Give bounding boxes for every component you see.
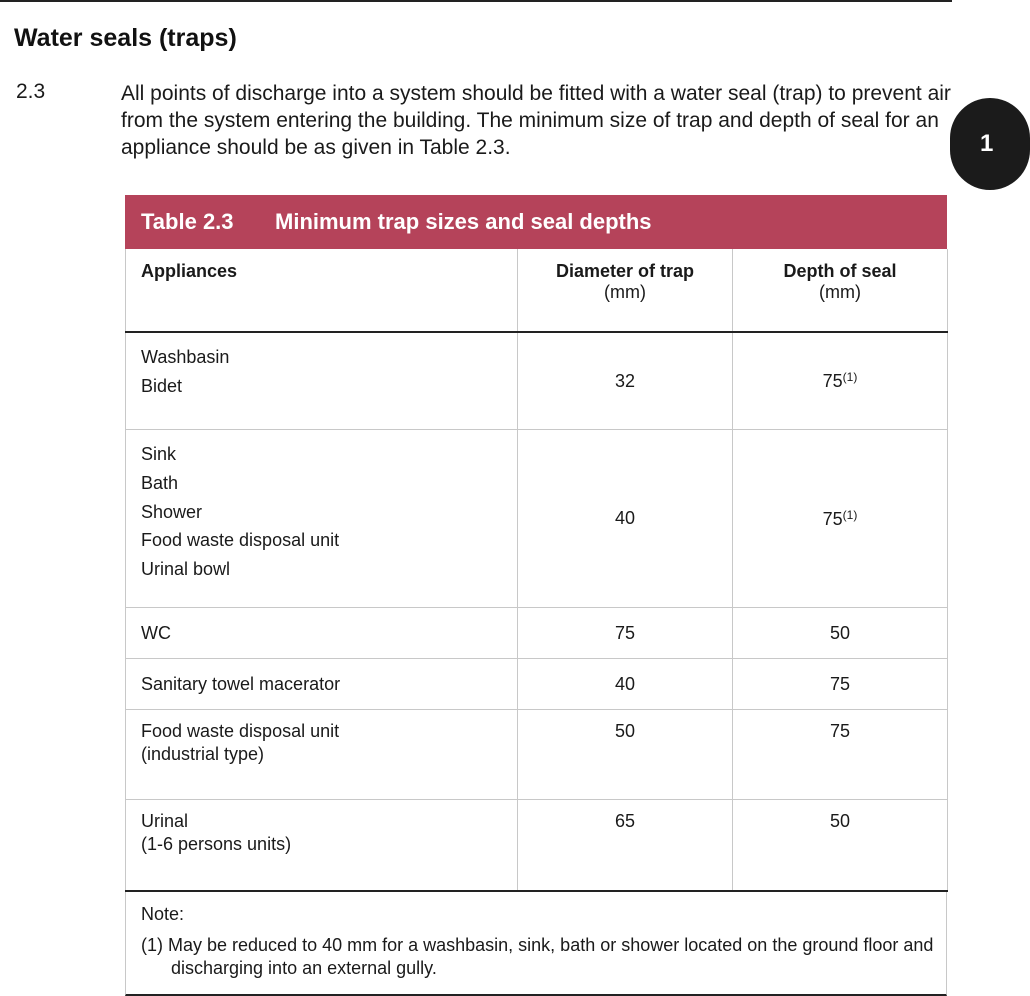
appliance-name: Sink — [141, 444, 177, 464]
table-row — [126, 332, 948, 430]
table-header-row — [126, 249, 948, 332]
table-caption-number: Table 2.3 — [141, 209, 234, 234]
table-row — [126, 710, 948, 800]
diameter-cell: 40 — [518, 659, 733, 710]
depth-cell — [733, 332, 948, 430]
appliance-qualifier: (industrial type) — [141, 744, 265, 764]
table-caption-title: Minimum trap sizes and seal depths — [275, 209, 652, 234]
table-row — [126, 659, 948, 710]
header-depth — [733, 249, 948, 332]
depth-cell — [733, 430, 948, 608]
notes-heading: Note: — [141, 904, 185, 924]
diameter-cell: 65 — [518, 800, 733, 892]
trap-size-table — [125, 195, 947, 996]
table-caption — [125, 195, 947, 249]
depth-value: 75 — [822, 371, 843, 391]
table-row — [126, 608, 948, 659]
depth-value: 75 — [822, 508, 843, 529]
footnote-ref: (1) — [842, 507, 858, 522]
depth-cell: 50 — [733, 800, 948, 892]
appliance-name: Urinal — [141, 811, 189, 831]
appliances-cell — [126, 710, 518, 800]
header-depth-unit: (mm) — [819, 282, 861, 302]
appliance-name: Bidet — [141, 375, 183, 396]
depth-cell: 50 — [733, 608, 948, 659]
appliance-name: Bath — [141, 472, 179, 493]
appliance-name: Food waste disposal unit — [141, 721, 340, 741]
appliances-cell — [126, 659, 518, 710]
diameter-cell: 40 — [518, 430, 733, 608]
table-row — [126, 800, 948, 892]
section-heading: Water seals (traps) — [14, 24, 237, 52]
top-rule — [0, 0, 952, 2]
appliances-cell — [126, 430, 518, 608]
header-diameter-label: Diameter of trap — [555, 261, 695, 281]
header-diameter-unit: (mm) — [604, 282, 646, 302]
appliances-cell — [126, 608, 518, 659]
header-depth-label: Depth of seal — [783, 261, 897, 281]
chapter-tab[interactable] — [950, 98, 1030, 190]
diameter-cell: 32 — [518, 332, 733, 430]
paragraph-text: All points of discharge into a system should be fitted with a water seal (trap) to prevent air from the system entering the building. The minimum size of trap and depth of seal for an appliance should be as given in Table 2.3. — [121, 82, 951, 159]
note-item: (1) May be reduced to 40 mm for a washbasin, sink, bath or shower located on the ground floor and discharging into an external gully. — [141, 935, 934, 978]
header-appliances: Appliances — [126, 249, 518, 332]
table-row — [126, 430, 948, 608]
appliance-name: WC — [141, 622, 171, 643]
table-grid — [125, 249, 948, 892]
paragraph-number: 2.3 — [16, 80, 46, 103]
appliance-name: Washbasin — [141, 347, 230, 367]
appliances-cell — [126, 800, 518, 892]
appliance-name: Sanitary towel macerator — [141, 673, 341, 694]
depth-cell: 75 — [733, 659, 948, 710]
appliance-name: Food waste disposal unit — [141, 530, 340, 551]
header-diameter — [518, 249, 733, 332]
diameter-cell: 50 — [518, 710, 733, 800]
table-notes — [125, 892, 947, 996]
diameter-cell: 75 — [518, 608, 733, 659]
appliance-name: Urinal bowl — [141, 559, 231, 580]
depth-cell: 75 — [733, 710, 948, 800]
appliance-qualifier: (1-6 persons units) — [141, 834, 292, 854]
footnote-ref: (1) — [842, 370, 858, 384]
appliance-name: Shower — [141, 501, 203, 522]
appliances-cell — [126, 332, 518, 430]
chapter-tab-label: 1 — [980, 130, 994, 157]
